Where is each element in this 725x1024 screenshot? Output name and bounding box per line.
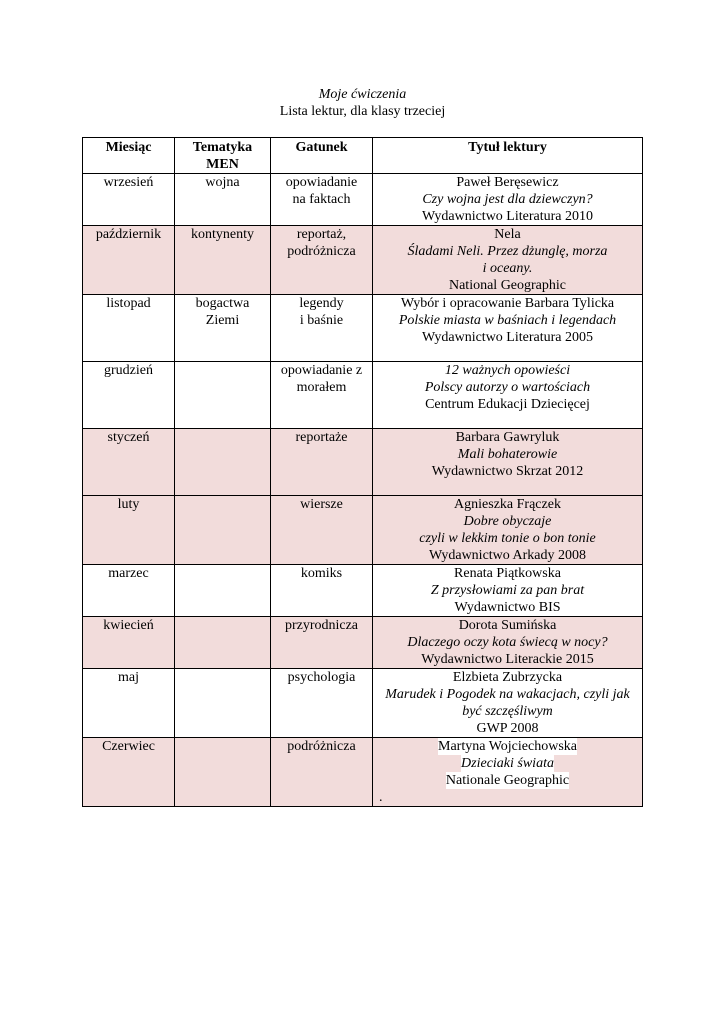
book-title-line: GWP 2008	[476, 721, 539, 736]
cell-genre	[271, 669, 373, 738]
cell-month-text: wrzesień	[103, 175, 154, 190]
cell-topic	[175, 496, 271, 565]
cell-topic	[175, 565, 271, 617]
book-title-line: Czy wojna jest dla dziewczyn?	[422, 192, 593, 207]
cell-genre-line: i baśnie	[299, 313, 344, 328]
cell-genre	[271, 617, 373, 669]
book-title-line: Nela	[494, 227, 521, 242]
cell-month	[83, 362, 175, 429]
book-title-line: Wydawnictwo Skrzat 2012	[431, 464, 584, 479]
cell-book-title	[373, 295, 643, 362]
table-row	[83, 174, 643, 226]
cell-month-text: luty	[117, 497, 140, 512]
table-row	[83, 496, 643, 565]
header-line: Gatunek	[295, 140, 348, 155]
book-title-line: 12 ważnych opowieści	[444, 363, 571, 378]
cell-month-text: styczeń	[107, 430, 150, 445]
cell-month	[83, 429, 175, 496]
book-title-line: Z przysłowiami za pan brat	[430, 583, 585, 598]
cell-genre	[271, 496, 373, 565]
table-body	[83, 174, 643, 807]
book-title-line: Dobre obyczaje	[463, 514, 552, 529]
cell-book-title	[373, 617, 643, 669]
header-line: Miesiąc	[105, 140, 152, 155]
header-line: Tytuł lektury	[468, 140, 547, 155]
cell-topic	[175, 738, 271, 807]
cell-topic	[175, 429, 271, 496]
cell-month-text: Czerwiec	[102, 739, 155, 754]
book-title-line: Dorota Sumińska	[458, 618, 557, 633]
cell-topic-line: bogactwa	[195, 296, 250, 311]
document-subtitle: Lista lektur, dla klasy trzeciej	[279, 104, 446, 119]
book-title-line: Wybór i opracowanie Barbara Tylicka	[400, 296, 615, 311]
book-title-line: Renata Piątkowska	[454, 566, 561, 581]
book-title-line: Centrum Edukacji Dziecięcej	[425, 397, 590, 412]
book-title-line: Wydawnictwo Literackie 2015	[421, 652, 594, 667]
book-title-line: Wydawnictwo Literatura 2005	[422, 330, 593, 345]
book-title-line	[375, 738, 640, 755]
cell-month	[83, 496, 175, 565]
book-title-line: National Geographic	[448, 278, 566, 293]
cell-genre	[271, 565, 373, 617]
cell-month	[83, 174, 175, 226]
cell-topic	[175, 174, 271, 226]
book-title-line: Agnieszka Frączek	[454, 497, 561, 512]
cell-book-title	[373, 669, 643, 738]
cell-month	[83, 617, 175, 669]
cell-topic-line: Ziemi	[205, 313, 240, 328]
cell-topic-line: kontynenty	[191, 227, 254, 242]
cell-month-text: grudzień	[104, 363, 153, 378]
cell-genre	[271, 429, 373, 496]
column-header-topic	[175, 138, 271, 174]
book-title-line: Polskie miasta w baśniach i legendach	[398, 313, 617, 328]
cell-month	[83, 738, 175, 807]
cell-month-text: listopad	[106, 296, 151, 311]
table-row	[83, 565, 643, 617]
cell-genre-line: reportaż,	[296, 227, 347, 242]
cell-month-text: marzec	[108, 566, 149, 581]
cell-genre	[271, 174, 373, 226]
book-title-line: Marudek i Pogodek na wakacjach, czyli jak	[385, 687, 630, 702]
cell-genre-line: legendy	[299, 296, 344, 311]
cell-genre-line: podróżnicza	[287, 244, 356, 259]
cell-book-title	[373, 429, 643, 496]
document-title: Moje ćwiczenia	[318, 87, 407, 102]
cell-month-text: październik	[95, 227, 162, 242]
cell-genre-line: przyrodnicza	[284, 618, 359, 633]
cell-month	[83, 226, 175, 295]
book-title-line: Barbara Gawryluk	[455, 430, 560, 445]
cell-genre-line: opowiadanie	[285, 175, 358, 190]
cell-month-text: kwiecień	[103, 618, 154, 633]
cell-topic	[175, 669, 271, 738]
table-row	[83, 429, 643, 496]
cell-genre	[271, 738, 373, 807]
cell-genre-line: wiersze	[300, 497, 343, 512]
cell-book-title	[373, 362, 643, 429]
book-title-line: czyli w lekkim tonie o bon tonie	[419, 531, 596, 546]
book-title-line-text: Nationale Geographic	[445, 773, 570, 788]
book-title-line: Polscy autorzy o wartościach	[424, 380, 591, 395]
book-title-line	[375, 755, 640, 772]
reading-list-table	[82, 137, 643, 807]
cell-genre-line: morałem	[296, 380, 347, 395]
cell-topic	[175, 362, 271, 429]
cell-genre-line: reportaże	[295, 430, 348, 445]
cell-topic	[175, 295, 271, 362]
book-title-line: Wydawnictwo Literatura 2010	[422, 209, 593, 224]
table-row	[83, 617, 643, 669]
cell-topic-line: wojna	[205, 175, 240, 190]
cell-month-text: maj	[118, 670, 139, 685]
book-title-line: Śladami Neli. Przez dżunglę, morza	[407, 244, 608, 259]
book-title-line-text: Martyna Wojciechowska	[438, 739, 577, 754]
cell-book-title	[373, 738, 643, 807]
book-title-line: Mali bohaterowie	[457, 447, 558, 462]
cell-genre	[271, 226, 373, 295]
table-row	[83, 295, 643, 362]
cell-month	[83, 669, 175, 738]
cell-book-title	[373, 174, 643, 226]
cell-topic	[175, 617, 271, 669]
column-header-month	[83, 138, 175, 174]
cell-book-title	[373, 565, 643, 617]
cell-genre	[271, 295, 373, 362]
cell-genre-line: podróżnicza	[287, 739, 356, 754]
table-header-row	[83, 138, 643, 174]
cell-genre-line: psychologia	[287, 670, 356, 685]
table-row	[83, 669, 643, 738]
header-line: MEN	[206, 157, 239, 172]
book-title-line: Dlaczego oczy kota świecą w nocy?	[407, 635, 608, 650]
book-title-line: Elzbieta Zubrzycka	[452, 670, 563, 685]
cell-month	[83, 565, 175, 617]
book-title-line: Wydawnictwo BIS	[454, 600, 561, 615]
document-header	[0, 86, 725, 120]
table-row	[83, 738, 643, 807]
book-title-line: i oceany.	[482, 261, 533, 276]
cell-book-title	[373, 496, 643, 565]
table-row	[83, 362, 643, 429]
header-line: Tematyka	[192, 140, 253, 155]
cell-topic	[175, 226, 271, 295]
column-header-title	[373, 138, 643, 174]
book-title-line-text: Dzieciaki świata	[461, 756, 554, 771]
cell-book-title	[373, 226, 643, 295]
book-title-line: być szczęśliwym	[462, 704, 553, 719]
book-title-line	[375, 772, 640, 789]
cell-genre	[271, 362, 373, 429]
cell-genre-line: komiks	[300, 566, 343, 581]
cell-month	[83, 295, 175, 362]
column-header-genre	[271, 138, 373, 174]
cell-genre-line: opowiadanie z	[280, 363, 363, 378]
trailing-dot: .	[379, 790, 383, 805]
cell-genre-line: na faktach	[292, 192, 351, 207]
table-row	[83, 226, 643, 295]
book-title-line: Paweł Beręsewicz	[456, 175, 559, 190]
book-title-line: Wydawnictwo Arkady 2008	[428, 548, 586, 563]
